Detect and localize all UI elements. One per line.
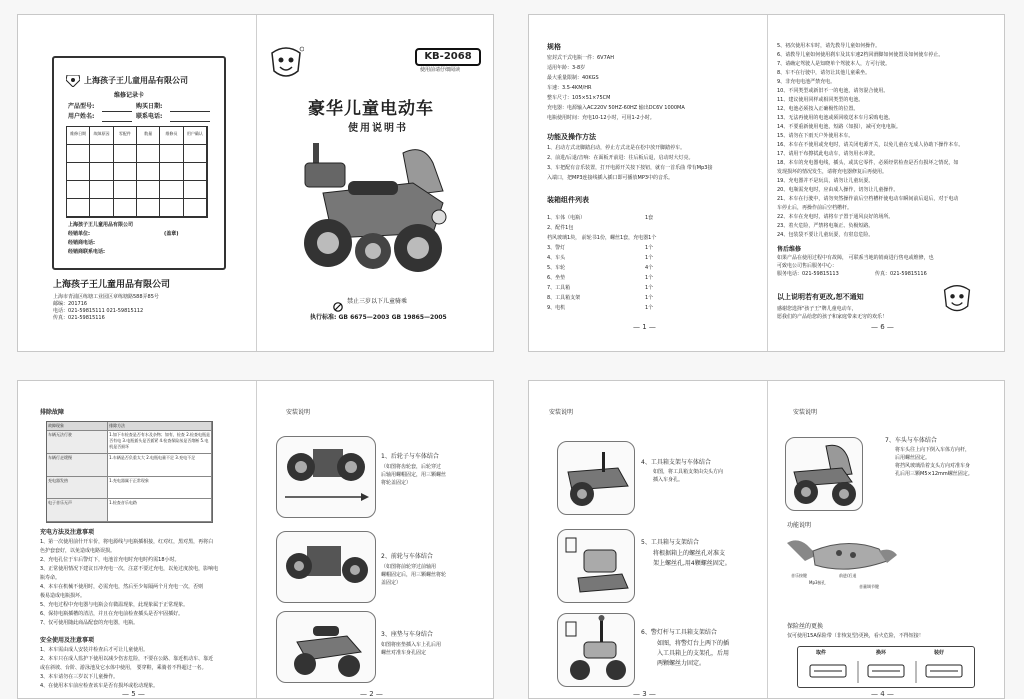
step-title: 3、座垫与车身结合 (381, 631, 433, 638)
step1-illustration (276, 436, 376, 518)
back-fax: 传真：021-59815116 (53, 315, 105, 321)
fuse-label: 装好 (934, 650, 945, 656)
step-text: 孔后用三颗M5×12mm螺丝固定。 (895, 471, 973, 477)
no-under-three-icon (333, 297, 343, 307)
safety-line: 3、本车请勿在三岁以下儿童操作。 (40, 674, 119, 680)
card-field-phone: 联系电话: (136, 113, 163, 120)
fold-line (256, 381, 257, 698)
card-subtitle: 维修记录卡 (114, 92, 145, 99)
card-dealer-contact: 经销商联系电话: (68, 249, 106, 255)
function-label: Mp3接孔 (809, 580, 826, 585)
note-line: 16、本车在不使用或充电时，请关闭电源开关，以免儿童在无成人协助下操作本车。 (777, 142, 964, 148)
step3-illustration (276, 611, 376, 683)
field-underline (102, 111, 132, 112)
step6-illustration (557, 613, 635, 687)
spread-bottom-left (17, 380, 494, 699)
table-header: 故障原因 (90, 127, 113, 145)
func-line: 2、前进/后退/音响：在面板开前进：往后板后退，启动时大灯亮。 (547, 155, 694, 161)
charge-line: 1、第一次使用前什开车价，将电源线与电瓶插相接，红对红，黑对黑，再将白 (40, 539, 214, 545)
fuse-icon (804, 661, 968, 683)
charge-line: 3、正常使用情况下建议日冲充电一次，注意不要过充电，以免过度放电，影响电 (40, 566, 219, 572)
part-name: 3、警灯 (547, 245, 566, 251)
fold-line (767, 381, 768, 698)
table-cell: 充电器发热 (47, 477, 108, 500)
mascot-logo-icon (268, 45, 304, 81)
control-panel-illustration (787, 537, 897, 587)
page-number: — 5 — (122, 690, 145, 698)
part-name: 1、车体（电瓶） (547, 215, 586, 221)
step-title: 4、工具箱支架与车体结合 (641, 459, 711, 466)
note-line: 车停止后，再操作前后空档槽杆。 (777, 205, 853, 211)
step-text: 后轴用螺帽固定，用三颗螺丝 (381, 472, 447, 478)
part-qty: 1个 (645, 255, 654, 261)
spec-line: 适用年龄：3-8岁 (547, 65, 586, 71)
part-qty: 1个 (645, 285, 654, 291)
part-name: 4、车头 (547, 255, 566, 261)
note-line: 5、初次使用本车时，请先教导儿童如何操作。 (777, 43, 881, 49)
safety-heading: 安全使用及注意事项 (40, 637, 95, 644)
fold-line (256, 15, 257, 351)
spec-line: 充电器：电源输入AC220V 50HZ-60HZ 输出DC6V 1000MA (547, 105, 685, 111)
charge-heading: 充电方法及注意事项 (40, 529, 95, 536)
note-line: 22、本车在充电时，请将车子置于通风良好的场所。 (777, 214, 894, 220)
charge-line: 5、充电过程中充电器与电瓶会有微温现象，此现象属于正常现象。 (40, 602, 189, 608)
table-header: 零配件 (114, 127, 137, 145)
field-underline (170, 121, 210, 122)
table-cell: 1.如下车检查是否有水及杂物；如有，检查 2.检查电瓶是否有电 3.电瓶插头是否插紧 4.检查保险丝是否熔断 5.电机是否损坏 (108, 431, 212, 454)
part-name: 6、坐垫 (547, 275, 566, 281)
charge-line: 色护套套好，以免造成电路误损。 (40, 548, 116, 554)
step-title: 1、后轮子与车体结合 (381, 453, 439, 460)
step7-illustration (785, 437, 863, 511)
charge-line: 瓶寿命。 (40, 575, 61, 581)
step-text: 入工具箱上的支架孔，后用 (657, 650, 730, 657)
card-stamp: (盖章) (164, 231, 179, 237)
model-note: 使用前请仔细阅读 (420, 67, 461, 73)
table-cell: 1.车辆是否负重太大 2.电瓶电量不足 3.充电不足 (108, 454, 212, 477)
step-text: 将根据箱上的螺丝孔对准支 (653, 550, 726, 557)
func-line: 入端口，把MP3连接线插入插口即可播放MP3中的音乐。 (547, 175, 674, 181)
safety-line: 4、在使用本车前应检查该车是否有损坏或松动现象。 (40, 683, 159, 689)
cover-title: 豪华儿童电动车 (308, 99, 434, 119)
logo-badge-icon (66, 72, 80, 84)
note-line: 14、不要重新使用电池，短路（如损），减可充电电瓶。 (777, 124, 901, 130)
part-name: 7、工具箱 (547, 285, 571, 291)
function-heading: 功能说明 (787, 522, 812, 529)
page-number: — 1 — (633, 323, 656, 331)
note-line: 发现损坏的情况发生，请将充电器修复后再使用。 (777, 169, 888, 175)
part-qty: 1个 (645, 305, 654, 311)
service-text: 如果产品在使用过程中有故障， 可联系当地的销商进行售电或维修，也 (777, 255, 934, 261)
thanks-line: 感谢您选择"孩子王"牌儿童电动车， (777, 306, 857, 312)
spec-line: 密封式干式电瓶一件：6V7AH (547, 55, 614, 61)
charge-line: 7、仅可使用随此商品配套的充电器，电瓶。 (40, 620, 139, 626)
charge-line: 4、本车在机械不使用时，必需充电，然后至少每隔两个月充电一次，否则 (40, 584, 204, 590)
part-qty: 1个 (645, 295, 654, 301)
step-title: 7、车头与车体结合 (885, 437, 937, 444)
table-header: 维修日期 (67, 127, 90, 145)
charge-line: 2、充电孔位于车后警灯下，电池首充电时充电时约需18小时。 (40, 557, 180, 563)
table-cell: 车辆行走缓慢 (47, 454, 108, 477)
part-name: 5、车轮 (547, 265, 566, 271)
card-field-date: 购买日期: (136, 103, 163, 110)
step-text: 两颗螺丝力固定。 (657, 660, 706, 667)
mascot-logo-icon (941, 283, 973, 315)
card-field-model: 产品型号: (68, 103, 95, 110)
table-cell: 1.充电器属于正常现象 (108, 477, 212, 500)
table-cell: 1.检查音乐电路 (108, 499, 212, 522)
model-number: KB-2068 (415, 48, 481, 66)
part-qty: 1个 (645, 275, 654, 281)
thanks-line: 愿我们的产品给您的孩子和家庭带来无穷的欢乐！ (777, 314, 888, 320)
charge-line: 极易造成电瓶损坏。 (40, 593, 86, 599)
card-dealer-phone: 经销商电话: (68, 240, 96, 246)
install-heading: 安装说明 (793, 409, 818, 416)
step-text: 将轮盖固定） (381, 480, 412, 486)
table-header: 维修员 (160, 127, 183, 145)
specs-heading: 规格 (547, 43, 561, 51)
back-phone: 电话：021-59815111 021-59815112 (53, 308, 144, 314)
table-cell: 车辆无法行驶 (47, 431, 108, 454)
step-text: 插入车身孔。 (653, 477, 684, 483)
function-label: 音乐按键 (791, 573, 807, 578)
step-text: 如图，将警灯台上两下的插 (657, 640, 730, 647)
note-line: 6、请教导儿童如何使用刹车及其车速2档回滑脚如何使置及如何使车停止。 (777, 52, 944, 58)
part-name: 9、电机 (547, 305, 566, 311)
table-header: 故障现象 (47, 422, 108, 431)
spec-line: 电瓶使用时间：充电10-12小时，可用1-2小时。 (547, 115, 655, 121)
function-label: 前进/后退 (839, 573, 857, 578)
install-heading: 安装说明 (549, 409, 574, 416)
note-line: 17、请用干布擦拭此电动车，请勿用水冲洗。 (777, 151, 879, 157)
table-header: 用户确认 (184, 127, 207, 145)
install-heading: 安装说明 (286, 409, 311, 416)
note-line: 10、不同类型或新旧不一的电池，请勿混合使用。 (777, 88, 889, 94)
step-text: 架上螺丝孔,用4颗螺丝固定。 (653, 560, 731, 567)
back-company: 上海孩子王儿童用品有限公司 (53, 280, 171, 290)
card-company: 上海孩子王儿童用品有限公司 (84, 76, 188, 85)
table-header: 排除方法 (108, 422, 212, 431)
note-line: 23、着火危险，严禁将电瓶正、负极短路。 (777, 223, 874, 229)
part-name: 8、工具箱支架 (547, 295, 581, 301)
page-number: — 3 — (633, 690, 656, 698)
service-text: 可致电公司售后服务中心： (777, 263, 838, 269)
card-dealer: 经销单位: (68, 231, 90, 237)
step-text: 后用螺丝固定。 (895, 455, 931, 461)
fuse-box-illustration (797, 646, 975, 688)
warranty-card (52, 56, 226, 270)
spread-top-left (17, 14, 494, 352)
spec-line: 车速：3.5-4KM/HR (547, 85, 592, 91)
notice-text: 以上说明若有更改,恕不通知 (777, 293, 864, 301)
service-phone: 服务电话：021-59815113 (777, 271, 839, 277)
parts-heading: 装箱组件列表 (547, 196, 589, 204)
page-number: — 4 — (871, 690, 894, 698)
step-title: 5、工具箱与支架结合 (641, 539, 699, 546)
spread-bottom-right (528, 380, 1005, 699)
back-address: 上海市青浦区练塘工业园区章练塘路588弄85号 (53, 294, 159, 300)
part-name: 2、配件1包 (547, 225, 574, 231)
field-underline (102, 121, 132, 122)
spec-line: 整车尺寸：105×51×75CM (547, 95, 611, 101)
part-name: 档风玻璃1块， 前轮书1份，螺丝1套，充电器1个 (547, 235, 657, 241)
step-title: 6、警灯杆与工具箱支架结合 (641, 629, 717, 636)
spread-top-right (528, 14, 1005, 352)
table-header: 数量 (137, 127, 160, 145)
step5-illustration (557, 529, 635, 603)
step-text: 如图，将工具箱支架由尖头方向 (653, 469, 724, 475)
note-line: 9、非充电电池严禁充电。 (777, 79, 836, 85)
age-warning: 禁止三岁以下儿童骑乘 (347, 298, 408, 305)
note-line: 21、本车在行驶中，请勿突然操作前后空档槽杆使电动车瞬间前后退后，对于电动 (777, 196, 959, 202)
note-line: 11、建议使用同样或相同类型的电池。 (777, 97, 864, 103)
standard-text: 执行标准: GB 6675—2003 GB 19865—2005 (310, 314, 447, 321)
step4-illustration (557, 441, 635, 515)
cover-subtitle: 使用说明书 (348, 123, 408, 134)
note-line: 8、车不在行驶中，请勿让其他儿童乘坐。 (777, 70, 871, 76)
step-title: 2、前轮与车体结合 (381, 553, 433, 560)
part-qty: 4个 (645, 265, 654, 271)
trouble-heading: 排除故障 (40, 409, 65, 416)
note-line: 13、无法再使用的电池或须回收送本车月采购电池。 (777, 115, 894, 121)
fuse-heading: 保险丝的更换 (787, 623, 824, 630)
part-qty: 1套 (645, 215, 654, 221)
page-number: — 2 — (360, 690, 383, 698)
back-postcode: 邮编：201716 (53, 301, 88, 307)
note-line: 7、请确定驾驶人是知晓单个驾驶本人，方可行驶。 (777, 61, 891, 67)
charge-line: 6、保持电瓶插槽的清洁，并且在充电前检查插头是否牢固插好。 (40, 611, 184, 617)
func-line: 1、启动方式北脚踏启动，停止方式北是在松中放开脚踏停车。 (547, 145, 686, 151)
step-text: 螺帽固定后，用三颗螺丝将轮 (381, 572, 447, 578)
note-line: 20、电瓶需充电时，应由成人操作，切勿让儿童操作。 (777, 187, 899, 193)
fuse-label: 取件 (816, 650, 827, 656)
step-text: 将挡风玻璃沿着支头方向对准车身 (895, 463, 971, 469)
page-number: — 6 — (871, 323, 894, 331)
step-text: 盖固定） (381, 580, 402, 586)
note-line: 12、电池必须按入正确极性的位置。 (777, 106, 859, 112)
field-underline (170, 111, 210, 112)
fold-line (767, 15, 768, 351)
note-line: 19、充电器并不是玩具，请勿让儿童玩耍。 (777, 178, 874, 184)
step-text: 如图将座垫插入车上孔后用 (381, 642, 442, 648)
note-line: 15、请勿在下雨天户外使用本车。 (777, 133, 854, 139)
note-line: 18、本车的充电器电线，插头，或其它零件，必须经常检查是否有损坏之情况，如 (777, 160, 959, 166)
card-field-user: 用户姓名: (68, 113, 95, 120)
safety-line: 2、本车只在成人监护下使用以减少伤害危险，不要在公路、靠近机动车、靠近 (40, 656, 214, 662)
note-line: 24、包装袋不要让儿童玩耍，有窒息危险。 (777, 232, 874, 238)
safety-line: 1、本车需由成人安装并检查后才可让儿童使用。 (40, 647, 149, 653)
ride-on-car-illustration (293, 133, 458, 283)
spec-line: 最大重量限制：40KGS (547, 75, 599, 81)
service-heading: 售后维修 (777, 246, 802, 253)
fuse-label: 换环 (876, 650, 887, 656)
trouble-table (46, 421, 213, 523)
func-heading: 功能及操作方法 (547, 133, 596, 141)
func-line: 3、车把配有音乐装置，打开电源开关按下按钮，就有一首乐曲 带有Mp3接 (547, 165, 713, 171)
step-text: 将车头往上向下倒入车体方向杆， (895, 447, 971, 453)
table-cell: 电子音乐无声 (47, 499, 108, 522)
step2-illustration (276, 531, 376, 603)
step-text: （如图将齿轮套，后轮穿过 (381, 464, 442, 470)
step-text: 螺丝对准车身孔固定 (381, 650, 427, 656)
card-footer-company: 上海孩子王儿童用品有限公司 (68, 222, 134, 228)
fuse-text: 仅可使用15A保险带（非恢复型)更换，看火危险，不得短接！ (787, 633, 924, 639)
part-qty: 1个 (645, 245, 654, 251)
function-label: 音量调节键 (859, 584, 879, 589)
service-fax: 传真：021-59815116 (875, 271, 927, 277)
safety-line: 或在斜坡、台阶、游泳池及它水体中使用， 要穿鞋，乘骑者不得超过一名。 (40, 665, 207, 671)
step-text: （如图将前轮穿过前轴用 (381, 564, 437, 570)
repair-record-table (66, 126, 208, 218)
